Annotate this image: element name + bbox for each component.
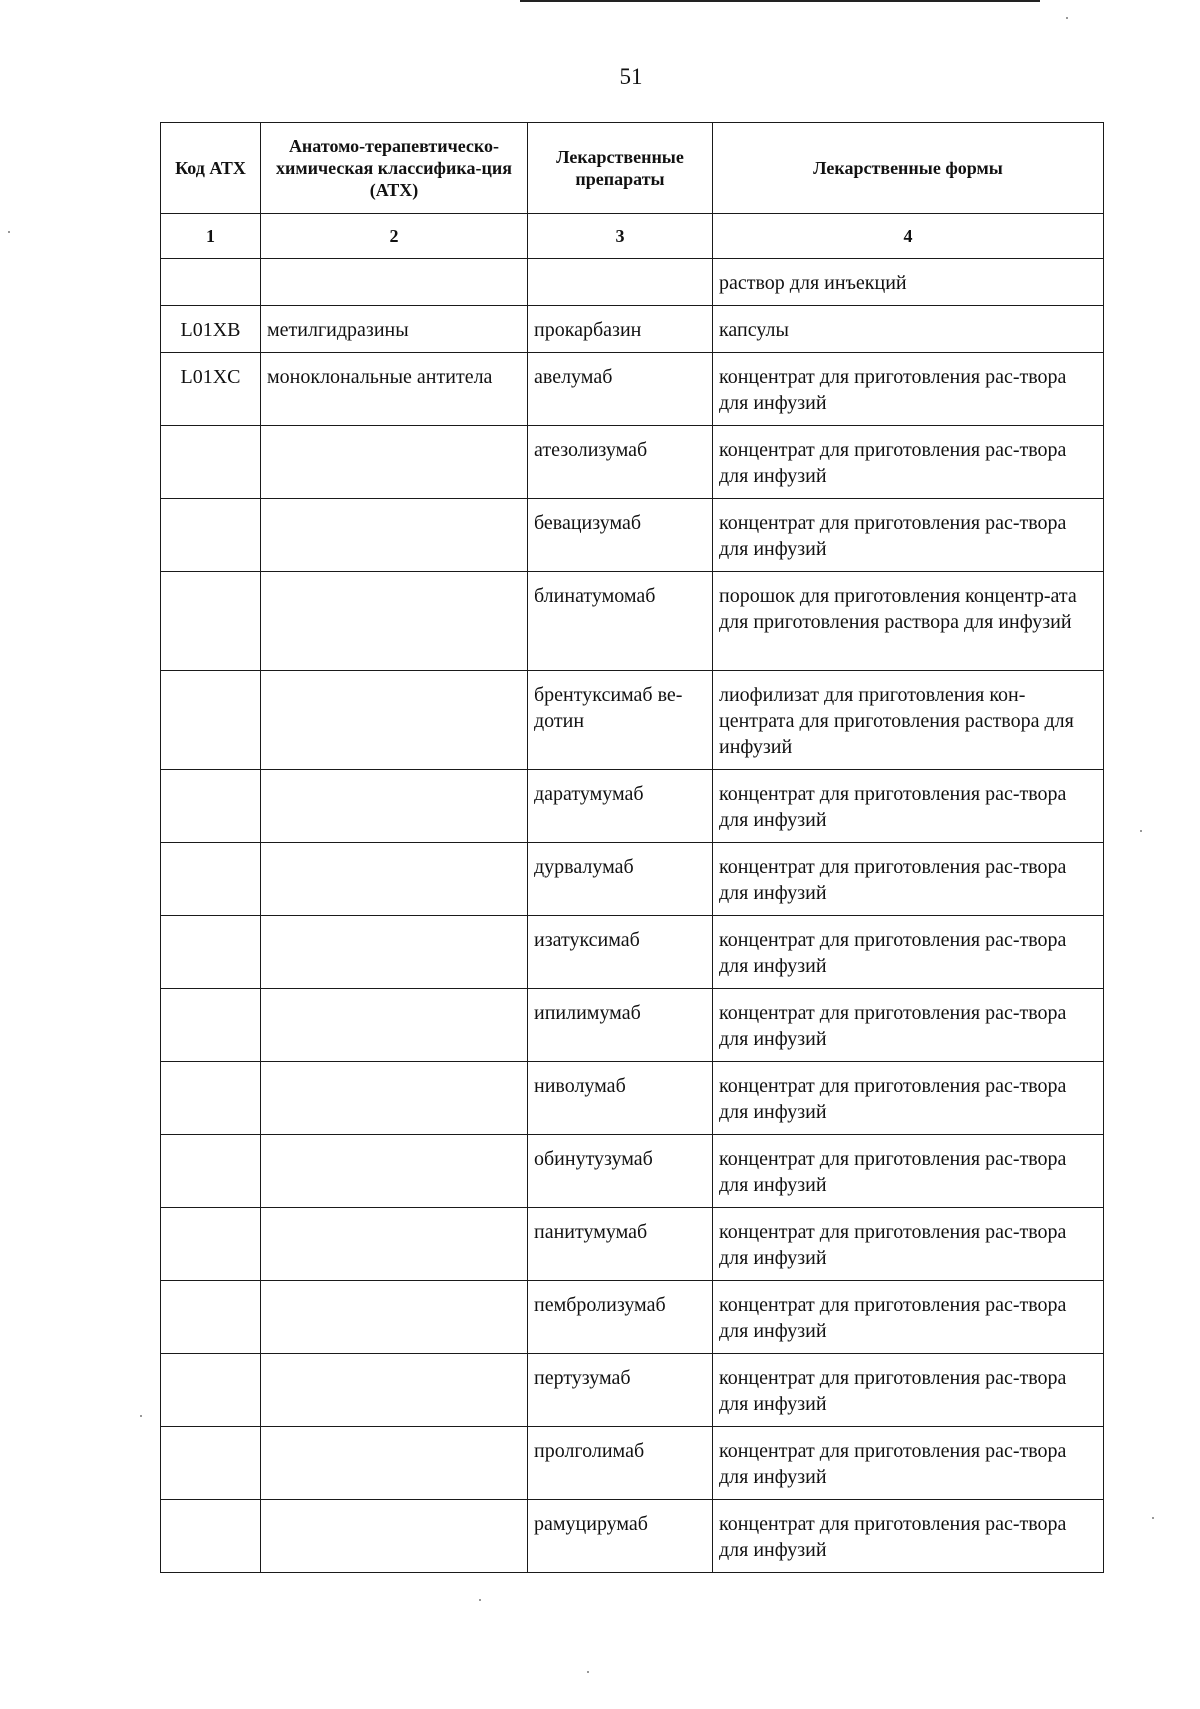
cell-code (161, 1427, 261, 1500)
cell-code (161, 671, 261, 770)
cell-drug-text: брентуксимаб ве-дотин (534, 684, 683, 732)
table-row (161, 1208, 1104, 1281)
cell-classification-text (267, 916, 521, 933)
cell-form-text: раствор для инъекций (719, 272, 907, 294)
cell-form (713, 1208, 1104, 1281)
cell-form (713, 353, 1104, 426)
cell-drug (528, 770, 713, 843)
cell-code (161, 916, 261, 989)
cell-code-text (167, 916, 254, 933)
cell-code (161, 1354, 261, 1427)
scan-speck (479, 1599, 481, 1601)
table-row (161, 259, 1104, 306)
cell-form (713, 572, 1104, 671)
cell-code-text: L01XC (180, 366, 241, 388)
cell-form (713, 770, 1104, 843)
cell-code-text (167, 1208, 254, 1225)
scan-speck (1140, 830, 1142, 832)
cell-drug (528, 353, 713, 426)
table-row (161, 353, 1104, 426)
column-number: 3 (528, 214, 713, 259)
cell-drug-text: блинатумомаб (534, 585, 656, 607)
cell-drug (528, 1135, 713, 1208)
cell-form-text: порошок для приготовления концентр-ата для приготовления раствора для инфузий (719, 585, 1077, 633)
table-row (161, 1500, 1104, 1573)
table-row (161, 770, 1104, 843)
cell-drug (528, 1354, 713, 1427)
cell-classification (261, 1354, 528, 1427)
cell-code-text (167, 1135, 254, 1152)
cell-classification (261, 426, 528, 499)
cell-classification (261, 353, 528, 426)
cell-form (713, 1354, 1104, 1427)
cell-classification-text (267, 1427, 521, 1444)
page-number: 51 (619, 64, 643, 89)
scan-speck (587, 1671, 589, 1673)
cell-code-text (167, 1281, 254, 1298)
cell-form-text: концентрат для приготовления рас-твора для инфузий (719, 783, 1067, 831)
cell-drug-text: ниволумаб (534, 1075, 626, 1097)
cell-code (161, 843, 261, 916)
table-row (161, 1427, 1104, 1500)
cell-classification (261, 770, 528, 843)
header-code: Код АТХ (161, 123, 261, 214)
cell-form-text: концентрат для приготовления рас-твора для инфузий (719, 1148, 1067, 1196)
cell-classification-text (267, 426, 521, 443)
header-drugs: Лекарственные препараты (528, 123, 713, 214)
cell-drug (528, 259, 713, 306)
table-row (161, 989, 1104, 1062)
cell-code-text (167, 671, 254, 688)
cell-classification (261, 989, 528, 1062)
table-row (161, 1281, 1104, 1354)
cell-form-text: концентрат для приготовления рас-твора для инфузий (719, 856, 1067, 904)
cell-form (713, 426, 1104, 499)
table-row (161, 916, 1104, 989)
cell-code-text (167, 843, 254, 860)
cell-form-text: концентрат для приготовления рас-твора для инфузий (719, 366, 1067, 414)
cell-classification (261, 1208, 528, 1281)
cell-drug (528, 989, 713, 1062)
cell-classification-text (267, 770, 521, 787)
cell-drug (528, 1062, 713, 1135)
cell-code-text (167, 1354, 254, 1371)
cell-drug (528, 916, 713, 989)
table-row (161, 499, 1104, 572)
scan-speck (8, 231, 10, 233)
cell-drug-text: прокарбазин (534, 319, 642, 341)
cell-code-text: L01XB (180, 319, 241, 341)
cell-drug (528, 1427, 713, 1500)
cell-form (713, 1062, 1104, 1135)
cell-code-text (167, 572, 254, 589)
cell-form-text: концентрат для приготовления рас-твора для инфузий (719, 1294, 1067, 1342)
cell-drug-text: бевацизумаб (534, 512, 642, 534)
cell-code (161, 1062, 261, 1135)
cell-classification-text: моноклональные антитела (267, 366, 493, 388)
cell-drug-text: атезолизумаб (534, 439, 648, 461)
cell-form-text: концентрат для приготовления рас-твора для инфузий (719, 1075, 1067, 1123)
cell-classification-text (267, 671, 521, 688)
cell-drug (528, 1500, 713, 1573)
cell-form (713, 671, 1104, 770)
cell-classification (261, 1062, 528, 1135)
atx-table (160, 122, 1104, 1573)
cell-form (713, 989, 1104, 1062)
cell-form (713, 1135, 1104, 1208)
cell-classification (261, 1135, 528, 1208)
cell-form-text: концентрат для приготовления рас-твора для инфузий (719, 1221, 1067, 1269)
cell-form-text: концентрат для приготовления рас-твора для инфузий (719, 1513, 1067, 1561)
cell-code (161, 989, 261, 1062)
cell-code (161, 306, 261, 353)
cell-code (161, 572, 261, 671)
cell-drug-text (534, 259, 706, 276)
scan-speck (140, 1415, 142, 1417)
cell-classification-text: метилгидразины (267, 319, 409, 341)
cell-drug (528, 499, 713, 572)
cell-code (161, 259, 261, 306)
cell-code-text (167, 770, 254, 787)
table-row (161, 306, 1104, 353)
cell-classification-text (267, 259, 521, 276)
cell-code (161, 1208, 261, 1281)
cell-classification-text (267, 843, 521, 860)
cell-drug-text: рамуцирумаб (534, 1513, 648, 1535)
cell-drug (528, 671, 713, 770)
column-number: 2 (261, 214, 528, 259)
scan-speck (1066, 17, 1068, 19)
cell-classification-text (267, 1208, 521, 1225)
cell-classification (261, 1281, 528, 1354)
cell-form (713, 1427, 1104, 1500)
table-row (161, 671, 1104, 770)
cell-drug (528, 1208, 713, 1281)
cell-form-text: концентрат для приготовления рас-твора для инфузий (719, 439, 1067, 487)
header-forms: Лекарственные формы (713, 123, 1104, 214)
table-row (161, 1135, 1104, 1208)
cell-drug-text: дурвалумаб (534, 856, 634, 878)
cell-drug (528, 306, 713, 353)
cell-drug-text: пертузумаб (534, 1367, 631, 1389)
cell-drug-text: ипилимумаб (534, 1002, 641, 1024)
cell-classification-text (267, 1281, 521, 1298)
column-number: 4 (713, 214, 1104, 259)
cell-code-text (167, 259, 254, 276)
cell-form-text: концентрат для приготовления рас-твора для инфузий (719, 929, 1067, 977)
table-row (161, 1354, 1104, 1427)
cell-classification-text (267, 989, 521, 1006)
cell-code (161, 1135, 261, 1208)
table-header-row (161, 123, 1104, 214)
cell-form (713, 306, 1104, 353)
cell-classification (261, 916, 528, 989)
scan-speck (1152, 1517, 1154, 1519)
cell-form (713, 916, 1104, 989)
cell-code (161, 353, 261, 426)
header-classification: Анатомо-терапевтическо-химическая классифика-ция (АТХ) (261, 123, 528, 214)
cell-drug (528, 1281, 713, 1354)
cell-classification (261, 1427, 528, 1500)
cell-drug (528, 426, 713, 499)
cell-classification (261, 671, 528, 770)
cell-form (713, 259, 1104, 306)
cell-drug-text: авелумаб (534, 366, 613, 388)
cell-form-text: концентрат для приготовления рас-твора для инфузий (719, 1440, 1067, 1488)
cell-form-text: концентрат для приготовления рас-твора для инфузий (719, 1367, 1067, 1415)
cell-form (713, 1500, 1104, 1573)
cell-drug-text: пембролизумаб (534, 1294, 666, 1316)
table-row (161, 426, 1104, 499)
cell-classification-text (267, 1354, 521, 1371)
cell-drug (528, 572, 713, 671)
cell-code (161, 1281, 261, 1354)
cell-form-text: концентрат для приготовления рас-твора для инфузий (719, 1002, 1067, 1050)
cell-drug-text: даратумумаб (534, 783, 644, 805)
cell-drug-text: обинутузумаб (534, 1148, 653, 1170)
cell-classification (261, 259, 528, 306)
cell-form-text: концентрат для приготовления рас-твора для инфузий (719, 512, 1067, 560)
cell-classification (261, 843, 528, 916)
cell-code-text (167, 426, 254, 443)
column-number: 1 (161, 214, 261, 259)
cell-form (713, 499, 1104, 572)
cell-drug-text: пролголимаб (534, 1440, 645, 1462)
cell-code (161, 426, 261, 499)
cell-form (713, 1281, 1104, 1354)
cell-code (161, 1500, 261, 1573)
cell-drug (528, 843, 713, 916)
cell-classification (261, 1500, 528, 1573)
cell-form-text: лиофилизат для приготовления кон-центрата для приготовления раствора для инфузий (719, 684, 1074, 758)
table-row (161, 843, 1104, 916)
cell-form-text: капсулы (719, 319, 789, 341)
column-number-row (161, 214, 1104, 259)
cell-drug-text: панитумумаб (534, 1221, 648, 1243)
cell-classification-text (267, 1062, 521, 1079)
cell-classification-text (267, 499, 521, 516)
top-border-line (520, 0, 1040, 2)
cell-form (713, 843, 1104, 916)
cell-code (161, 499, 261, 572)
cell-classification (261, 306, 528, 353)
cell-code-text (167, 499, 254, 516)
cell-classification-text (267, 1135, 521, 1152)
table-row (161, 1062, 1104, 1135)
cell-classification-text (267, 1500, 521, 1517)
cell-code-text (167, 989, 254, 1006)
cell-drug-text: изатуксимаб (534, 929, 640, 951)
cell-code-text (167, 1062, 254, 1079)
cell-classification (261, 572, 528, 671)
cell-classification-text (267, 572, 521, 589)
cell-code-text (167, 1500, 254, 1517)
cell-classification (261, 499, 528, 572)
cell-code (161, 770, 261, 843)
table-row (161, 572, 1104, 671)
cell-code-text (167, 1427, 254, 1444)
